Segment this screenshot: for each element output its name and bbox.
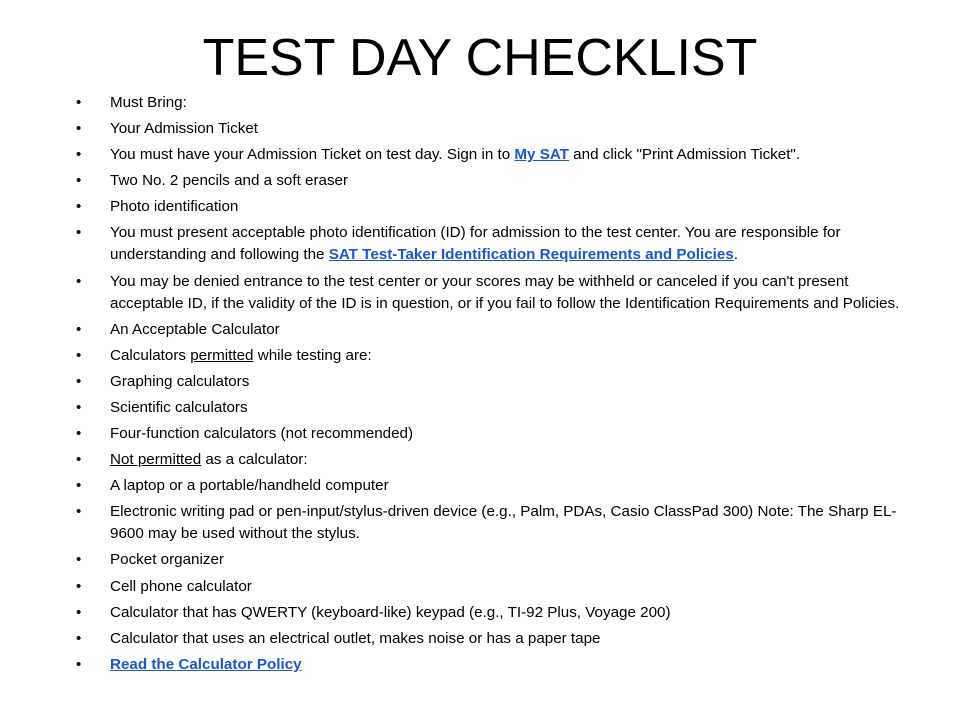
bullet-icon: • xyxy=(76,577,82,595)
bullet-icon: • xyxy=(76,603,82,621)
bullet-icon: • xyxy=(76,120,82,138)
list-item xyxy=(72,397,922,419)
list-item xyxy=(72,371,922,393)
item-text: You may be denied entrance to the test center or your scores may be withheld or canceled if you can't present acceptable ID, if the validity of the ID is in question, or if you fail to follow the Identification Requirements and Policies. xyxy=(110,272,900,312)
item-text: Photo identification xyxy=(110,198,239,216)
item-text: Calculator that has QWERTY (keyboard-like) keypad (e.g., TI-92 Plus, Voyage 200) xyxy=(110,603,671,621)
bullet-icon: • xyxy=(76,425,82,443)
not-permitted-emphasis: Not permitted xyxy=(110,451,202,469)
list-item xyxy=(72,576,922,598)
item-text: Scientific calculators xyxy=(110,398,248,416)
item-text: Calculators xyxy=(110,346,191,364)
item-text: while testing are: xyxy=(253,346,372,364)
list-item xyxy=(72,118,922,140)
item-text: Cell phone calculator xyxy=(110,577,252,595)
item-text: and click "Print Admission Ticket". xyxy=(568,146,801,164)
bullet-icon: • xyxy=(76,398,82,416)
calculator-policy-link[interactable]: Read the Calculator Policy xyxy=(110,655,302,673)
id-requirements-link[interactable]: SAT Test-Taker Identification Requirements and Policies xyxy=(328,246,734,264)
list-item xyxy=(72,654,922,676)
list-item xyxy=(72,449,922,471)
bullet-icon: • xyxy=(76,172,82,190)
item-text: Two No. 2 pencils and a soft eraser xyxy=(110,172,349,190)
item-text: Calculator that uses an electrical outlet, makes noise or has a paper tape xyxy=(110,629,601,647)
item-text: Electronic writing pad or pen-input/stylus-driven device (e.g., Palm, PDAs, Casio ClassPad 300) Note: The Sharp EL-9600 may be used without the stylus. xyxy=(110,503,897,543)
bullet-icon: • xyxy=(76,629,82,647)
list-item xyxy=(72,628,922,650)
list-item xyxy=(72,170,922,192)
item-text: Graphing calculators xyxy=(110,372,250,390)
bullet-icon: • xyxy=(76,146,82,164)
bullet-icon: • xyxy=(76,198,82,216)
list-item xyxy=(72,196,922,218)
permitted-emphasis: permitted xyxy=(190,346,254,364)
bullet-icon: • xyxy=(76,477,82,495)
item-text: An Acceptable Calculator xyxy=(110,320,280,338)
bullet-icon: • xyxy=(76,451,82,469)
my-sat-link[interactable]: My SAT xyxy=(514,146,569,164)
bullet-icon: • xyxy=(76,320,82,338)
list-item xyxy=(72,92,922,114)
bullet-icon: • xyxy=(76,272,82,290)
item-text: Pocket organizer xyxy=(110,551,224,569)
slide-title: TEST DAY CHECKLIST xyxy=(202,29,758,87)
item-text: as a calculator: xyxy=(201,451,308,469)
bullet-icon: • xyxy=(76,551,82,569)
item-text: You must have your Admission Ticket on test day. Sign in to xyxy=(110,146,515,164)
list-item xyxy=(72,319,922,341)
bullet-icon: • xyxy=(76,94,82,111)
item-text: You must present acceptable photo identification (ID) for admission to the test center. You are responsible for understanding and following the xyxy=(110,224,841,264)
bullet-icon: • xyxy=(76,346,82,364)
item-text: Four-function calculators (not recommended) xyxy=(110,425,414,443)
list-item xyxy=(72,501,922,545)
list-item xyxy=(72,475,922,497)
list-item xyxy=(72,144,922,166)
list-item xyxy=(72,549,922,571)
list-item xyxy=(72,602,922,624)
bullet-icon: • xyxy=(76,503,82,521)
bullet-icon: • xyxy=(76,372,82,390)
bullet-icon: • xyxy=(76,655,82,673)
item-text: A laptop or a portable/handheld computer xyxy=(110,477,389,495)
item-text: Your Admission Ticket xyxy=(110,120,259,138)
list-item xyxy=(72,345,922,367)
list-item xyxy=(72,423,922,445)
list-item xyxy=(72,271,922,315)
item-text: . xyxy=(733,246,739,264)
item-text: Must Bring: xyxy=(110,94,187,111)
bullet-icon: • xyxy=(76,224,82,242)
list-item xyxy=(72,222,922,266)
checklist xyxy=(72,92,922,680)
